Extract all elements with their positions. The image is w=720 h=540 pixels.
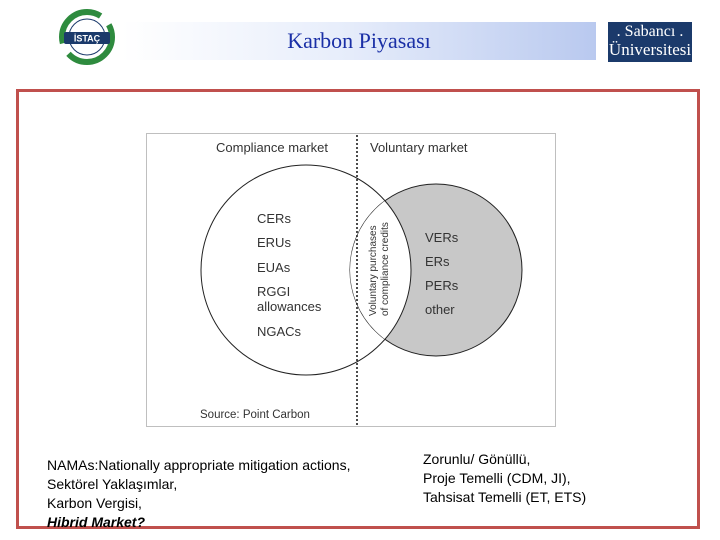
sabanci-logo xyxy=(608,22,692,62)
note-line: Zorunlu/ Gönüllü, xyxy=(423,451,531,467)
compliance-item: RGGI allowances xyxy=(257,284,322,314)
note-line-hybrid: Hibrid Market? xyxy=(47,514,146,530)
note-line: Proje Temelli (CDM, JI), xyxy=(423,470,571,486)
left-notes xyxy=(47,456,350,532)
venn-diagram xyxy=(146,133,556,427)
compliance-item: NGACs xyxy=(257,324,302,339)
overlap-label-line2: of compliance credits xyxy=(380,222,391,316)
compliance-item: ERUs xyxy=(257,235,291,250)
title-bar xyxy=(122,22,596,60)
overlap-label-line1: Voluntary purchases xyxy=(368,225,379,316)
compliance-item: EUAs xyxy=(257,260,291,275)
note-line: Tahsisat Temelli (ET, ETS) xyxy=(423,489,587,505)
voluntary-item: ERs xyxy=(425,254,450,269)
sabanci-logo-line1: . Sabancı . xyxy=(616,23,684,40)
right-notes xyxy=(423,450,586,507)
voluntary-item: other xyxy=(425,302,455,317)
note-line: Karbon Vergisi, xyxy=(47,495,142,511)
compliance-item: CERs xyxy=(257,211,291,226)
source-caption: Source: Point Carbon xyxy=(200,409,310,421)
compliance-market-label: Compliance market xyxy=(216,140,328,155)
note-line: NAMAs:Nationally appropriate mitigation actions, xyxy=(47,457,351,473)
voluntary-market-label: Voluntary market xyxy=(370,140,468,155)
sabanci-logo-line2: Üniversitesi xyxy=(608,40,692,59)
voluntary-item: PERs xyxy=(425,278,459,293)
page-title: Karbon Piyasası xyxy=(287,28,431,53)
istac-logo xyxy=(58,8,116,66)
voluntary-item: VERs xyxy=(425,230,459,245)
istac-logo-text: İSTAÇ xyxy=(73,33,101,44)
note-line: Sektörel Yaklaşımlar, xyxy=(47,476,178,492)
